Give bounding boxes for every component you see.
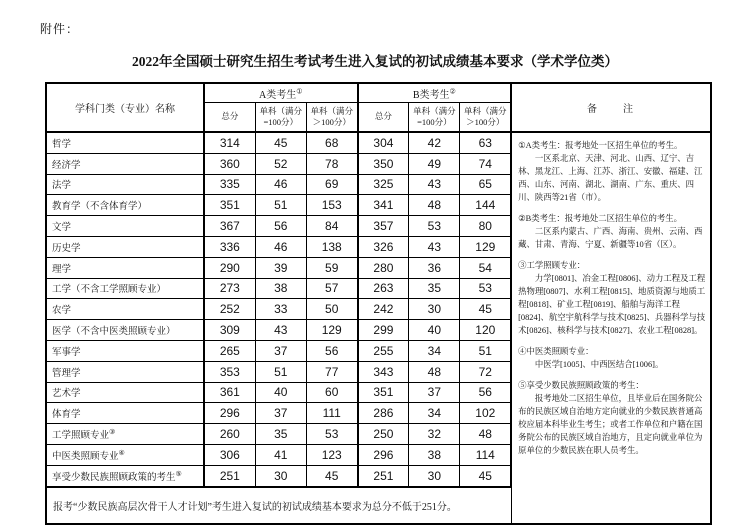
score-b-total: 325 [358,174,409,195]
score-b-eq100: 37 [409,382,460,403]
score-a-total: 353 [204,361,255,382]
score-a-eq100: 52 [255,153,306,174]
score-b-gt100: 144 [460,195,511,216]
header-a-gt100: 单科（满分 ＞100分） [306,103,357,133]
score-b-gt100: 53 [460,278,511,299]
score-a-total: 361 [204,382,255,403]
score-b-total: 343 [358,361,409,382]
score-a-eq100: 41 [255,444,306,465]
score-a-total: 360 [204,153,255,174]
subject-name-cell: 农学 [46,299,204,320]
remark-note: ⑤享受少数民族照顾政策的考生： 报考地处二区招生单位，且毕业后在国务院公布的民族区域自治地方定向就业的少数民族普通高校应届本科毕业生考生；或者工作单位和户籍在国务院公布的民族区域自治地方，且定向就业单位为原单位的少数民族在职人员考生。 [518,381,703,456]
score-a-eq100: 51 [255,195,306,216]
score-a-total: 290 [204,257,255,278]
score-b-eq100: 34 [409,403,460,424]
score-a-eq100: 39 [255,257,306,278]
score-b-gt100: 114 [460,444,511,465]
score-a-gt100: 78 [306,153,357,174]
score-b-eq100: 43 [409,236,460,257]
score-a-gt100: 59 [306,257,357,278]
table-footnote: 报考“少数民族高层次骨干人才计划”考生进入复试的初试成绩基本要求为总分不低于251分。 [46,487,511,524]
subject-name-cell: 理学 [46,257,204,278]
subject-name-cell: 工学（不含工学照顾专业） [46,278,204,299]
score-b-total: 242 [358,299,409,320]
score-a-eq100: 56 [255,216,306,237]
score-a-total: 273 [204,278,255,299]
subject-name-cell: 教育学（不含体育学） [46,195,204,216]
score-a-gt100: 138 [306,236,357,257]
subject-name-cell: 哲学 [46,132,204,153]
score-b-eq100: 43 [409,174,460,195]
score-a-total: 351 [204,195,255,216]
score-a-eq100: 46 [255,236,306,257]
remark-note: ④中医类照顾专业： 中医学[1005]、中西医结合[1006]。 [518,347,664,370]
score-b-total: 351 [358,382,409,403]
score-a-total: 265 [204,340,255,361]
score-b-gt100: 65 [460,174,511,195]
score-a-gt100: 60 [306,382,357,403]
page-title: 2022年全国硕士研究生招生考试考生进入复试的初试成绩基本要求（学术学位类） [132,54,618,69]
score-b-gt100: 51 [460,340,511,361]
score-a-eq100: 46 [255,174,306,195]
subject-name-cell: 体育学 [46,403,204,424]
score-a-gt100: 53 [306,424,357,445]
score-b-eq100: 48 [409,361,460,382]
score-b-gt100: 74 [460,153,511,174]
score-b-total: 296 [358,444,409,465]
header-remark-col: 备 注 [511,83,711,132]
subject-name-cell: 军事学 [46,340,204,361]
score-a-eq100: 37 [255,340,306,361]
score-b-eq100: 32 [409,424,460,445]
score-a-eq100: 45 [255,132,306,153]
header-b-eq100: 单科（满分 =100分） [409,103,460,133]
score-b-total: 251 [358,465,409,486]
score-b-total: 304 [358,132,409,153]
header-row-groups [46,83,711,103]
score-a-eq100: 37 [255,403,306,424]
score-b-gt100: 120 [460,320,511,341]
score-b-eq100: 49 [409,153,460,174]
row-note-ref: ⑤ [175,469,182,478]
score-b-total: 250 [358,424,409,445]
header-group-b: B类考生② [358,83,512,103]
header-a-total: 总分 [204,103,255,133]
score-a-total: 314 [204,132,255,153]
score-a-total: 335 [204,174,255,195]
score-a-total: 260 [204,424,255,445]
score-b-total: 280 [358,257,409,278]
score-a-gt100: 50 [306,299,357,320]
score-b-total: 299 [358,320,409,341]
header-group-a: A类考生① [204,83,358,103]
score-a-eq100: 30 [255,465,306,486]
attachment-label: 附件： [40,22,80,36]
remark-note: ②B类考生：报考地处二区招生单位的考生。 二区系内蒙古、广西、海南、贵州、云南、西藏、甘肃、青海、宁夏、新疆等10省（区）。 [518,214,703,250]
score-a-gt100: 69 [306,174,357,195]
score-b-total: 357 [358,216,409,237]
group-a-note-ref: ① [296,87,303,96]
score-a-gt100: 56 [306,340,357,361]
subject-name-cell: 享受少数民族照顾政策的考生⑤ [46,465,204,486]
score-a-gt100: 153 [306,195,357,216]
score-a-gt100: 68 [306,132,357,153]
score-a-total: 336 [204,236,255,257]
score-a-gt100: 45 [306,465,357,486]
score-a-gt100: 129 [306,320,357,341]
score-b-gt100: 54 [460,257,511,278]
score-a-eq100: 51 [255,361,306,382]
subject-name-cell: 管理学 [46,361,204,382]
header-b-gt100: 单科（满分 ＞100分） [460,103,511,133]
score-a-total: 306 [204,444,255,465]
score-a-eq100: 40 [255,382,306,403]
score-b-eq100: 36 [409,257,460,278]
score-b-total: 255 [358,340,409,361]
score-b-total: 286 [358,403,409,424]
score-b-gt100: 129 [460,236,511,257]
subject-name-cell: 历史学 [46,236,204,257]
score-a-eq100: 38 [255,278,306,299]
subject-name-cell: 法学 [46,174,204,195]
score-b-gt100: 45 [460,299,511,320]
score-a-gt100: 111 [306,403,357,424]
score-b-gt100: 80 [460,216,511,237]
header-b-total: 总分 [358,103,409,133]
score-a-gt100: 57 [306,278,357,299]
score-a-total: 251 [204,465,255,486]
score-a-total: 367 [204,216,255,237]
score-b-gt100: 102 [460,403,511,424]
subject-name-cell: 医学（不含中医类照顾专业） [46,320,204,341]
remarks-cell [511,132,711,524]
subject-name-cell: 中医类照顾专业④ [46,444,204,465]
score-b-eq100: 34 [409,340,460,361]
score-b-eq100: 42 [409,132,460,153]
score-b-eq100: 38 [409,444,460,465]
score-a-total: 296 [204,403,255,424]
row-note-ref: ④ [118,448,125,457]
score-table [45,82,712,525]
score-b-gt100: 48 [460,424,511,445]
row-note-ref: ③ [109,427,116,436]
score-b-total: 326 [358,236,409,257]
score-b-total: 341 [358,195,409,216]
subject-name-cell: 文学 [46,216,204,237]
score-b-gt100: 45 [460,465,511,486]
score-b-eq100: 40 [409,320,460,341]
score-a-gt100: 77 [306,361,357,382]
score-a-eq100: 33 [255,299,306,320]
score-b-gt100: 63 [460,132,511,153]
score-a-total: 252 [204,299,255,320]
subject-name-cell: 经济学 [46,153,204,174]
score-b-total: 350 [358,153,409,174]
subject-name-cell: 艺术学 [46,382,204,403]
score-a-total: 309 [204,320,255,341]
score-a-eq100: 35 [255,424,306,445]
score-b-gt100: 56 [460,382,511,403]
remark-note: ③工学照顾专业： 力学[0801]、冶金工程[0806]、动力工程及工程热物理[0807]、水利工程[0815]、地质资源与地质工程[0818]、矿业工程[0819]、船舶与海洋工程[0824]、航空宇航科学与技术[0825]、兵器科学与技术[0826]、核科学与技术[0827]、农业工程[0828]。 [518,261,706,336]
group-b-note-ref: ② [449,87,456,96]
subject-name-cell: 工学照顾专业③ [46,424,204,445]
score-b-total: 263 [358,278,409,299]
score-b-eq100: 35 [409,278,460,299]
score-b-gt100: 72 [460,361,511,382]
header-subject-col: 学科门类（专业）名称 [46,83,204,132]
score-a-gt100: 123 [306,444,357,465]
score-a-gt100: 84 [306,216,357,237]
score-b-eq100: 30 [409,465,460,486]
score-b-eq100: 48 [409,195,460,216]
score-b-eq100: 53 [409,216,460,237]
table-row [46,132,711,153]
score-a-eq100: 43 [255,320,306,341]
remark-note: ①A类考生：报考地处一区招生单位的考生。 一区系北京、天津、河北、山西、辽宁、吉林、黑龙江、上海、江苏、浙江、安徽、福建、江西、山东、河南、湖北、湖南、广东、重庆、四川、陕西等21省（市）。 [518,141,703,203]
header-a-eq100: 单科（满分 =100分） [255,103,306,133]
score-b-eq100: 30 [409,299,460,320]
